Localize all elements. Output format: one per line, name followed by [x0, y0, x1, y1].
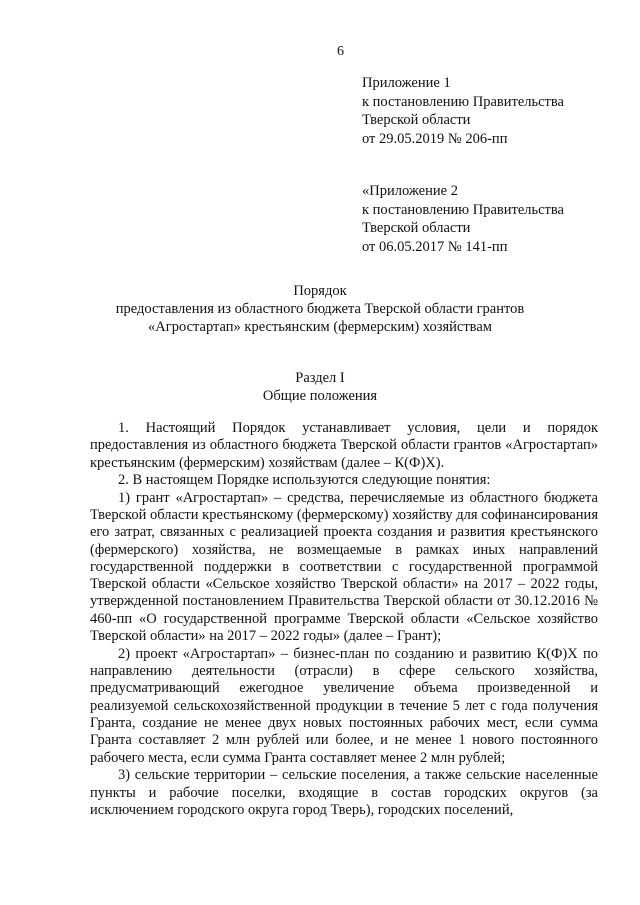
- appendix-1-line-4: от 29.05.2019 № 206-пп: [362, 130, 508, 147]
- document-subtitle-line-1: предоставления из областного бюджета Тверской области грантов: [115, 301, 525, 317]
- appendix-2-line-3: Тверской области: [362, 220, 471, 236]
- appendix-2-line-4: от 06.05.2017 № 141-пп: [362, 238, 508, 255]
- paragraph-2: 2. В настоящем Порядке используются следующие понятия:: [118, 472, 491, 489]
- paragraph-3: 1) грант «Агростартап» – средства, перечисляемые из областного бюджета Тверской области крестьянскому (фермерскому) хозяйству для софинансирования его затрат, связанных с реализацией проекта создания и развития крестьянского (фермерского) хозяйства, не возмещаемые в рамках иных направлений государственной поддержки в соответствии с государственной программой Тверской области «Сельское хозяйство Тверской области» на 2017 – 2022 годы, утвержденной постановлением Правительства Тверской области от 30.12.2016 № 460-пп «О государственной программе Тверской области «Сельское хозяйство Тверской области» на 2017 – 2022 годы» (далее – Грант);: [90, 489, 598, 645]
- section-number: Раздел I: [295, 370, 345, 386]
- document-title: Порядок: [293, 283, 347, 299]
- appendix-2-header: [362, 182, 564, 256]
- paragraph-5: 3) сельские территории – сельские поселения, а также сельские населенные пункты и рабочие поселки, входящие в состав городских округов (за исключением городского округа город Тверь), городских поселений,: [90, 767, 598, 819]
- paragraph-4: 2) проект «Агростартап» – бизнес-план по созданию и развитию К(Ф)Х по направлению деятельности (отрасли) в сфере сельского хозяйства, предусматривающий ежегодное увеличение объема произведенной и реализуемой сельскохозяйственной продукции в течение 5 лет с года получения Гранта, создание не менее двух новых постоянных рабочих мест, если сумма Гранта составляет 2 млн рублей или более, и не менее 1 нового постоянного рабочего места, если сумма Гранта составляет менее 2 млн рублей;: [90, 645, 598, 766]
- appendix-1-line-1: Приложение 1: [362, 75, 451, 91]
- appendix-2-line-2: к постановлению Правительства: [362, 201, 564, 218]
- paragraph-1: 1. Настоящий Порядок устанавливает условия, цели и порядок предоставления из областного бюджета Тверской области грантов «Агростартап» крестьянским (фермерским) хозяйствам (далее – К(Ф)Х).: [90, 420, 598, 471]
- appendix-1-header: [362, 74, 564, 148]
- section-title: Общие положения: [262, 388, 378, 404]
- appendix-1-line-3: Тверской области: [362, 112, 471, 128]
- appendix-1-line-2: к постановлению Правительства: [362, 93, 564, 110]
- document-subtitle-line-2: «Агростартап» крестьянским (фермерским) хозяйствам: [148, 319, 492, 335]
- page-number: 6: [337, 44, 344, 59]
- document-title-block: [0, 282, 640, 336]
- section-heading: [0, 369, 640, 405]
- appendix-2-line-1: «Приложение 2: [362, 183, 458, 199]
- document-body: [90, 420, 598, 820]
